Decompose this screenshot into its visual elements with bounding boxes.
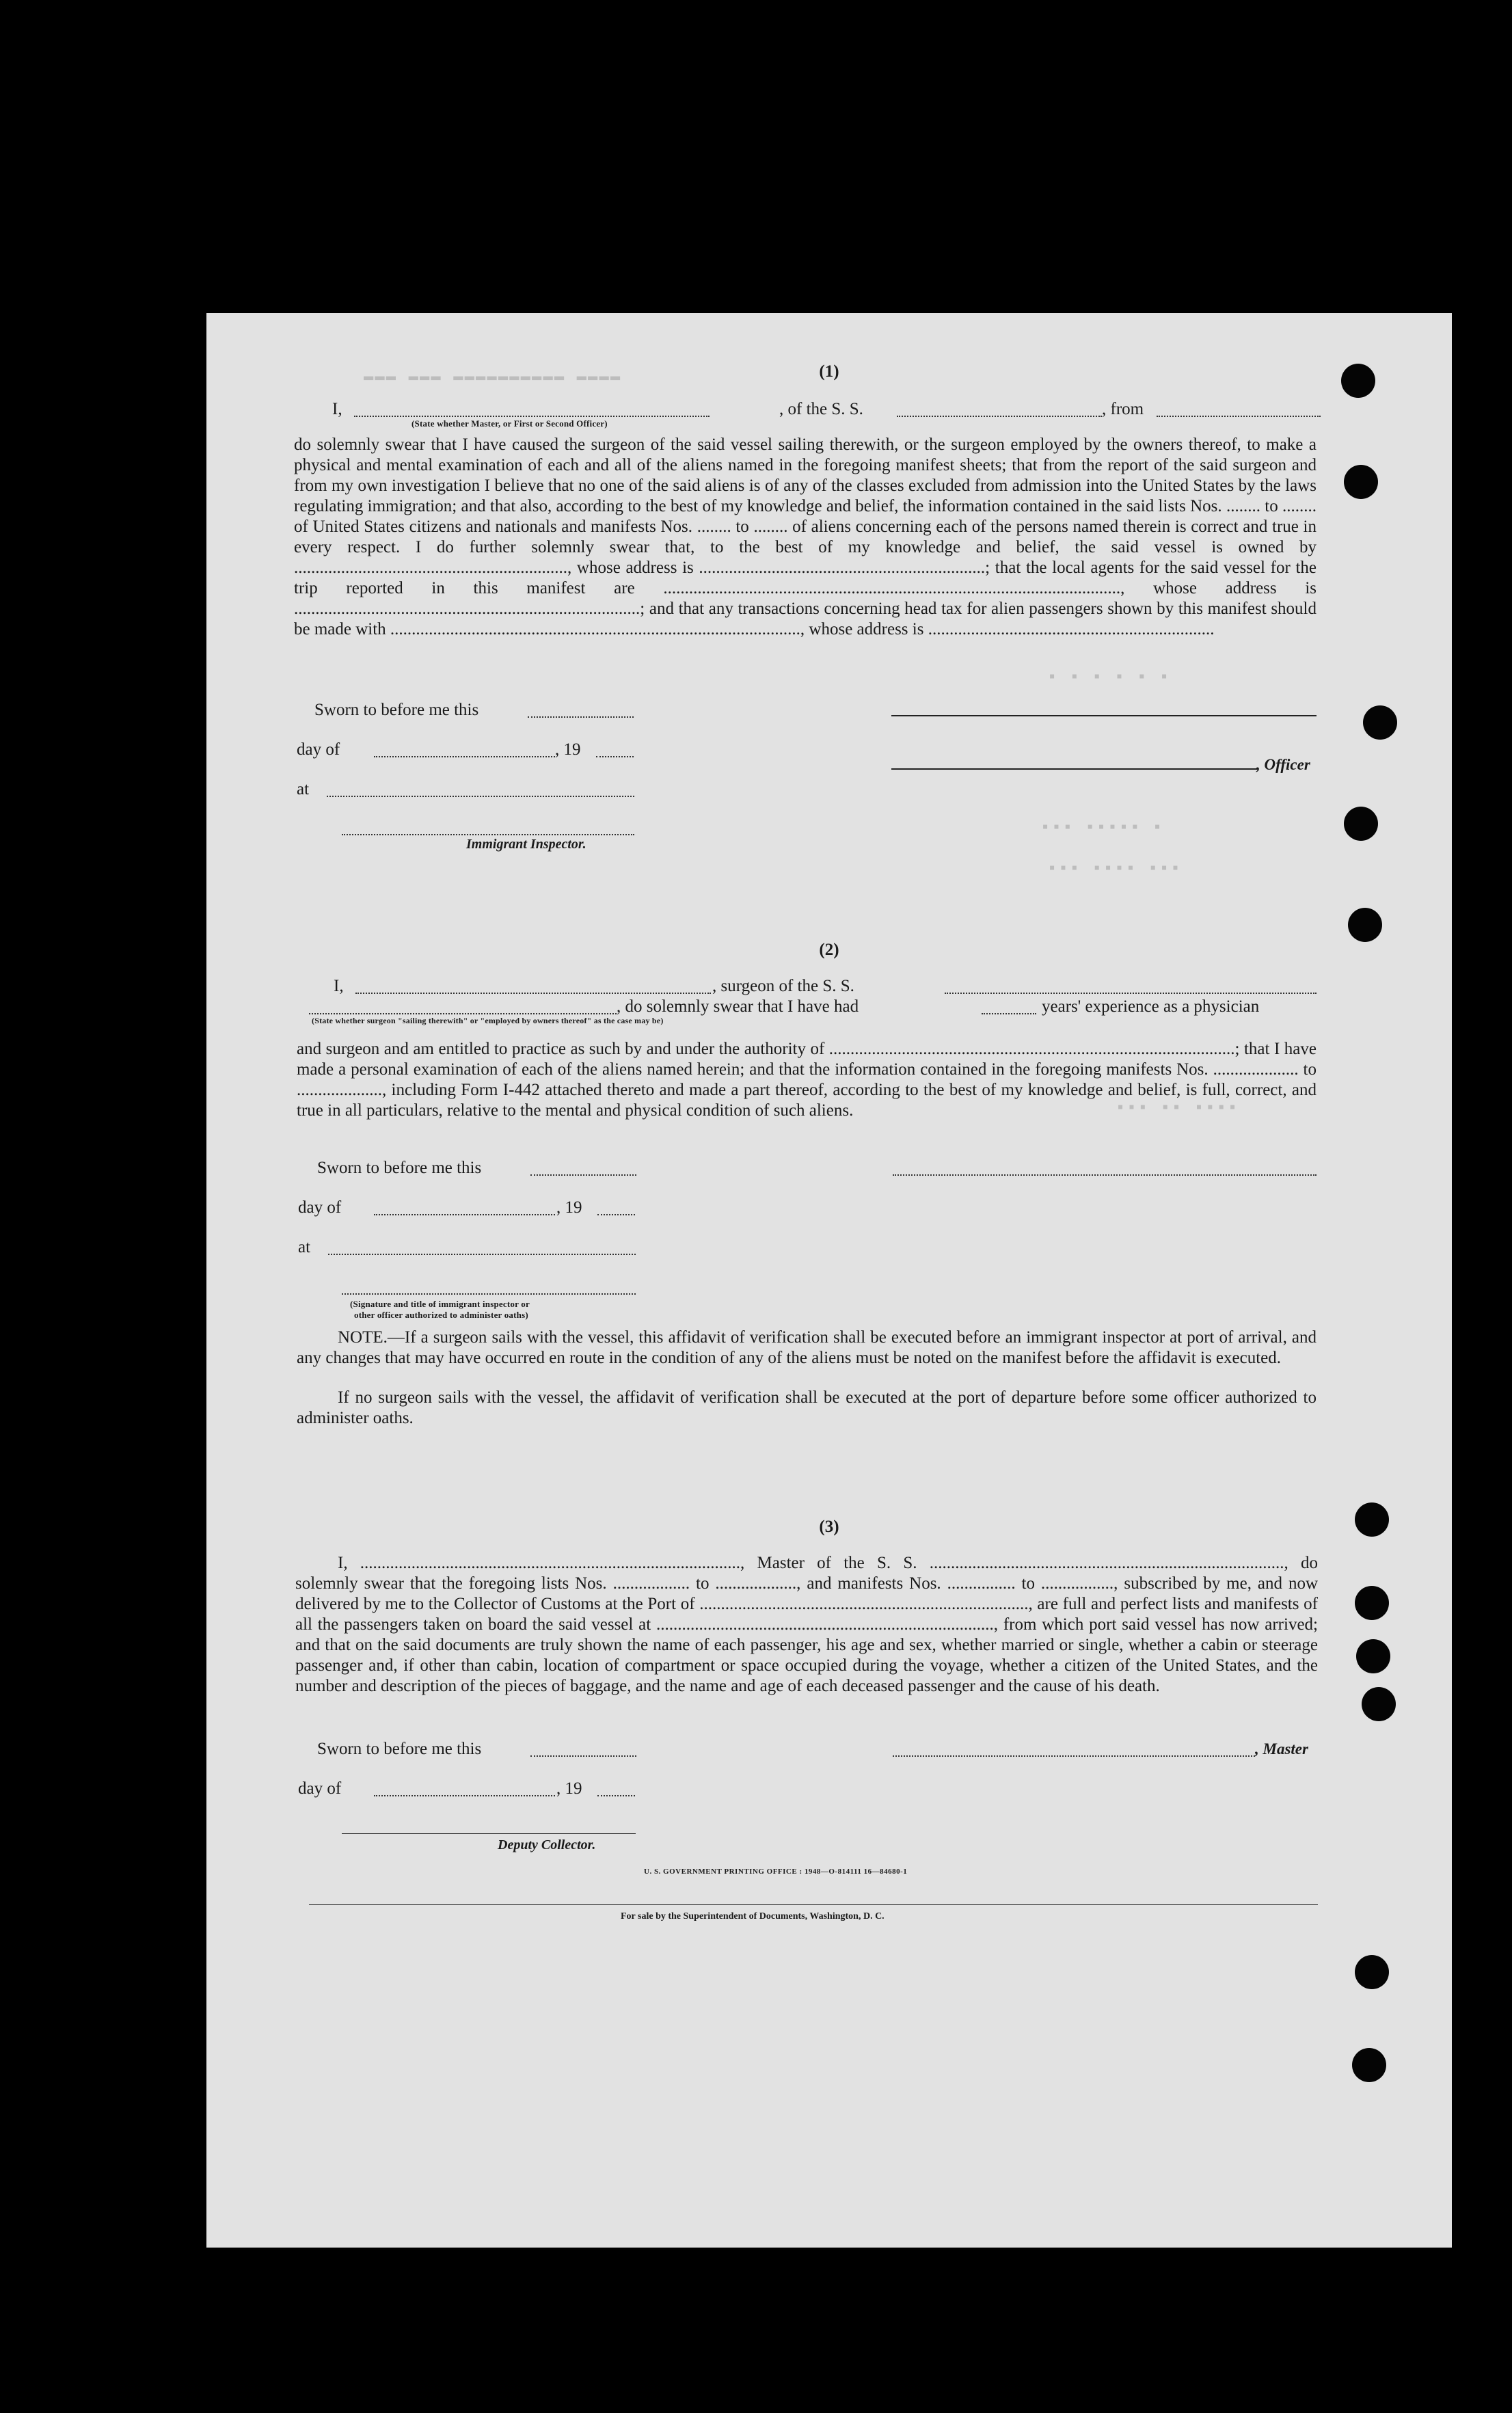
bleed-through: ▪▪▪ ▪▪▪▪ ▪▪▪ — [1047, 860, 1182, 878]
blank-sworn-date-2 — [530, 1174, 636, 1176]
section-2-note-2: If no surgeon sails with the vessel, the affidavit of verification shall be executed at the port of departure before some officer authorized to administer oaths. — [297, 1388, 1317, 1427]
surgeon-signature-line — [893, 1174, 1317, 1176]
binder-hole — [1352, 2048, 1386, 2082]
section-2-years: years' experience as a physician — [1042, 997, 1260, 1016]
binder-hole — [1355, 1586, 1389, 1620]
inspector-signature-line — [342, 834, 634, 835]
bleed-through: ▪▪▪ ▪▪▪▪▪ ▪ — [1040, 819, 1164, 837]
section-2-sworn: Sworn to before me this — [317, 1159, 482, 1177]
section-1-of-ss: , of the S. S. — [779, 400, 863, 418]
blank-at — [327, 796, 634, 797]
for-sale-line: For sale by the Superintendent of Documents, Washington, D. C. — [621, 1911, 885, 1922]
blank-vessel — [897, 416, 1102, 417]
signature-line — [891, 715, 1317, 716]
blank-from-port — [1157, 416, 1321, 417]
binder-hole — [1355, 1502, 1389, 1537]
section-1-day-of: day of — [297, 740, 340, 759]
section-2-i: I, — [334, 977, 344, 995]
section-2-body: and surgeon and am entitled to practice as such by and under the authority of ...............................................................................................; that I have made a personal examination of each of the aliens named herein; and that the information contained in the foregoing manifests Nos. .................... to ...................., including Form I-442 attached thereto and made a part thereof, according to the best of my knowledge and belief, is full, correct, and true in all particulars, relative to the mental and physical condition of such aliens. — [297, 1040, 1317, 1120]
blank-at-2 — [328, 1254, 636, 1255]
manifest-verification-page — [206, 313, 1452, 2248]
blank-sworn-date — [528, 716, 634, 718]
section-1-body: do solemnly swear that I have caused the surgeon of the said vessel sailing therewith, or the surgeon employed by the owners thereof, to make a physical and mental examination of each and all of the aliens named in the foregoing manifest sheets; that from the report of the said surgeon and from my own investigation I believe that no one of the said aliens is of any of the classes excluded from admission into the United States by the laws regulating immigration; and that also, according to the best of my knowledge and belief, the information contained in the said lists Nos. ........ to ........ of United States citizens and nationals and manifests Nos. ........ to ........ of aliens concerning each of the persons named therein is correct and true in every respect. I do further solemnly swear that, to the best of my knowledge and belief, the said vessel is owned by ................................................................, whose address is ...................................................................; that the local agents for the said vessel for the trip reported in this manifest are ..........................................................................................................., whose address is .................................................................................; and that any transactions concerning head tax for alien passengers shown by this manifest should be made with ................................................................................................, whose address is ................................................................... — [294, 435, 1317, 638]
section-3-sworn: Sworn to before me this — [317, 1740, 482, 1758]
section-2-surgeon-of: , surgeon of the S. S. — [712, 977, 854, 995]
deputy-signature-line — [342, 1833, 636, 1834]
section-1-year: , 19 — [555, 740, 581, 759]
blank-surgeon-name — [355, 993, 711, 994]
section-1-sworn: Sworn to before me this — [314, 701, 479, 719]
officer-label: , Officer — [1256, 756, 1310, 773]
bleed-through: ▪ ▪ ▪ ▪ ▪ ▪ — [1047, 669, 1171, 687]
bleed-through: ▪▪▪ ▪▪ ▪▪▪▪ — [1116, 1099, 1239, 1118]
footer-rule — [309, 1904, 1318, 1905]
binder-hole — [1341, 364, 1375, 398]
master-label: , Master — [1255, 1740, 1308, 1757]
bleed-through: ▬▬▬ ▬▬▬ ▬▬▬▬▬▬▬▬▬▬ ▬▬▬▬ — [364, 368, 622, 386]
inspector-signature-line-2 — [342, 1293, 636, 1295]
binder-hole — [1348, 908, 1382, 942]
blank-day-3 — [374, 1795, 555, 1796]
blank-year-2 — [597, 1214, 635, 1215]
section-2-number: (2) — [819, 941, 839, 959]
binder-hole — [1344, 807, 1378, 841]
section-1-i: I, — [332, 400, 342, 418]
master-signature-line — [893, 1755, 1255, 1757]
blank-years — [982, 1013, 1036, 1014]
section-3-body: I, ........................................................................................., Master of the S. S. ..................................................................................., do solemnly swear that the foregoing lists Nos. .................. to ..................., and manifests Nos. ................ to ................., subscribed by me, and now delivered by me to the Collector of Customs at the Port of ............................................................................., are full and perfect lists and manifests of all the passengers taken on board the said vessel at ..............................................................................., from which port said vessel has now arrived; and that on the said documents are truly shown the name of each passenger, his age and sex, whether married or single, whether a cabin or steerage passenger and, if other than cabin, location of compartment or space occupied during the voyage, whether a citizen of the United States, and the number and description of the pieces of baggage, and the name and age of each deceased passenger and the cause of his death. — [295, 1554, 1318, 1695]
officer-signature-line — [891, 768, 1257, 770]
section-2-swear: , do solemnly swear that I have had — [617, 997, 859, 1016]
blank-day — [374, 756, 555, 757]
binder-hole — [1363, 705, 1397, 740]
inspector-label: Immigrant Inspector. — [466, 837, 586, 852]
section-2-at: at — [298, 1238, 311, 1256]
section-1-number: (1) — [819, 362, 839, 381]
blank-surgeon-vessel — [945, 993, 1317, 994]
binder-hole — [1362, 1687, 1396, 1721]
blank-year-3 — [597, 1795, 635, 1796]
section-3-year: , 19 — [556, 1779, 582, 1798]
section-2-sig-caption-2: other officer authorized to administer oaths) — [354, 1310, 528, 1320]
section-2-year: , 19 — [556, 1198, 582, 1217]
blank-surgeon-status — [309, 1013, 617, 1014]
section-1-at: at — [297, 780, 310, 798]
blank-year — [596, 756, 634, 757]
binder-hole — [1344, 465, 1378, 499]
blank-rank — [354, 416, 710, 417]
section-2-day-of: day of — [298, 1198, 342, 1217]
section-2-note-1: NOTE.—If a surgeon sails with the vessel, this affidavit of verification shall be executed before an immigrant inspector at port of arrival, and any changes that may have occurred en route in the condition of any of the aliens must be noted on the manifest before the affidavit is executed. — [297, 1328, 1317, 1367]
printing-office-line: U. S. GOVERNMENT PRINTING OFFICE : 1948—O-814111 16—84680-1 — [644, 1868, 908, 1876]
blank-day-2 — [374, 1214, 555, 1215]
section-1-from: , from — [1102, 400, 1144, 418]
binder-hole — [1355, 1955, 1389, 1989]
section-1-caption: (State whether Master, or First or Second Officer) — [411, 418, 608, 429]
deputy-label: Deputy Collector. — [498, 1837, 596, 1852]
binder-hole — [1356, 1639, 1390, 1673]
section-3-day-of: day of — [298, 1779, 342, 1798]
blank-sworn-date-3 — [530, 1755, 636, 1757]
section-3-number: (3) — [819, 1518, 839, 1536]
section-2-caption: (State whether surgeon "sailing therewith" or "employed by owners thereof" as the case may be) — [312, 1016, 664, 1025]
section-2-sig-caption-1: (Signature and title of immigrant inspector or — [350, 1299, 530, 1309]
